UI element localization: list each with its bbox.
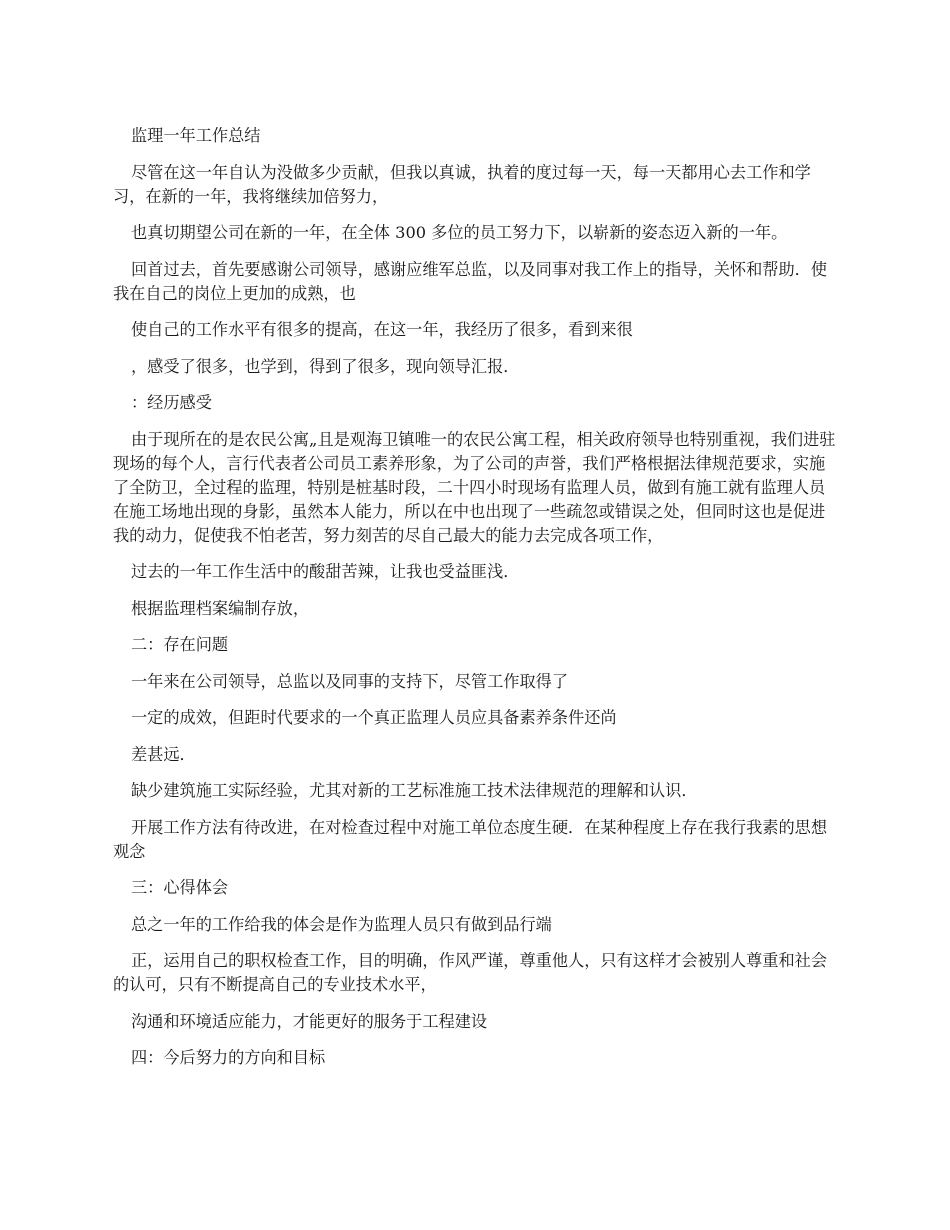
paragraph: 根据监理档案编制存放， (131, 598, 310, 618)
document-title: 监理一年工作总结 (131, 126, 261, 145)
paragraph: 差甚远． (131, 744, 196, 764)
section-heading: 四：今后努力的方向和目标 (131, 1048, 326, 1067)
paragraph: 由于现所在的是农民公寓„且是观海卫镇唯一的农民公寓工程，相关政府领导也特别重视，我们进驻现场的每个人，言行代表者公司员工素养形象，为了公司的声誉，我们严格根据法律规范要求，实施了全防卫，全过程的监理，特别是桩基时段，二十四小时现场有监理人员，做到有施工就有监理人员在施工场地出现的身影，虽然本人能力，所以在中也出现了一些疏忽或错误之处，但同时这也是促进我的动力，促使我不怕老苦，努力刻苦的尽自己最大的能力去完成各项工作， (113, 429, 836, 545)
paragraph: 缺少建筑施工实际经验，尤其对新的工艺标准施工技术法律规范的理解和认识． (131, 781, 698, 800)
paragraph: 尽管在这一年自认为没做多少贡献，但我以真诚，执着的度过每一天，每一天都用心去工作和学习，在新的一年，我将继续加倍努力， (113, 162, 811, 206)
paragraph: 过去的一年工作生活中的酸甜苦辣，让我也受益匪浅． (131, 562, 520, 581)
paragraph: 开展工作方法有待改进，在对检查过程中对施工单位态度生硬．在某种程度上存在我行我素的思想观念 (113, 817, 828, 861)
document-body (113, 124, 839, 1083)
paragraph: 总之一年的工作给我的体会是作为监理人员只有做到品行端 (131, 914, 552, 934)
paragraph: 也真切期望公司在新的一年，在全体 300 多位的员工努力下，以崭新的姿态迈入新的一年。 (131, 223, 788, 242)
paragraph: 使自己的工作水平有很多的提高，在这一年，我经历了很多，看到来很 (131, 320, 633, 339)
paragraph: 一年来在公司领导，总监以及同事的支持下，尽管工作取得了 (131, 671, 569, 691)
section-heading: 三：心得体会 (131, 878, 229, 897)
paragraph: 正，运用自己的职权检查工作，目的明确，作风严谨，尊重他人，只有这样才会被别人尊重和社会的认可，只有不断提高自己的专业技术水平， (113, 951, 828, 994)
paragraph: 沟通和环境适应能力，才能更好的服务于工程建设 (131, 1011, 488, 1031)
paragraph: 回首过去，首先要感谢公司领导，感谢应维军总监，以及同事对我工作上的指导，关怀和帮助．使我在自己的岗位上更加的成熟，也 (113, 259, 828, 303)
section-heading: ：经历感受 (131, 393, 212, 412)
paragraph: 一定的成效，但距时代要求的一个真正监理人员应具备素养条件还尚 (131, 708, 617, 727)
section-heading: 二：存在问题 (131, 635, 229, 654)
paragraph: ，感受了很多，也学到，得到了很多，现向领导汇报． (131, 356, 520, 376)
